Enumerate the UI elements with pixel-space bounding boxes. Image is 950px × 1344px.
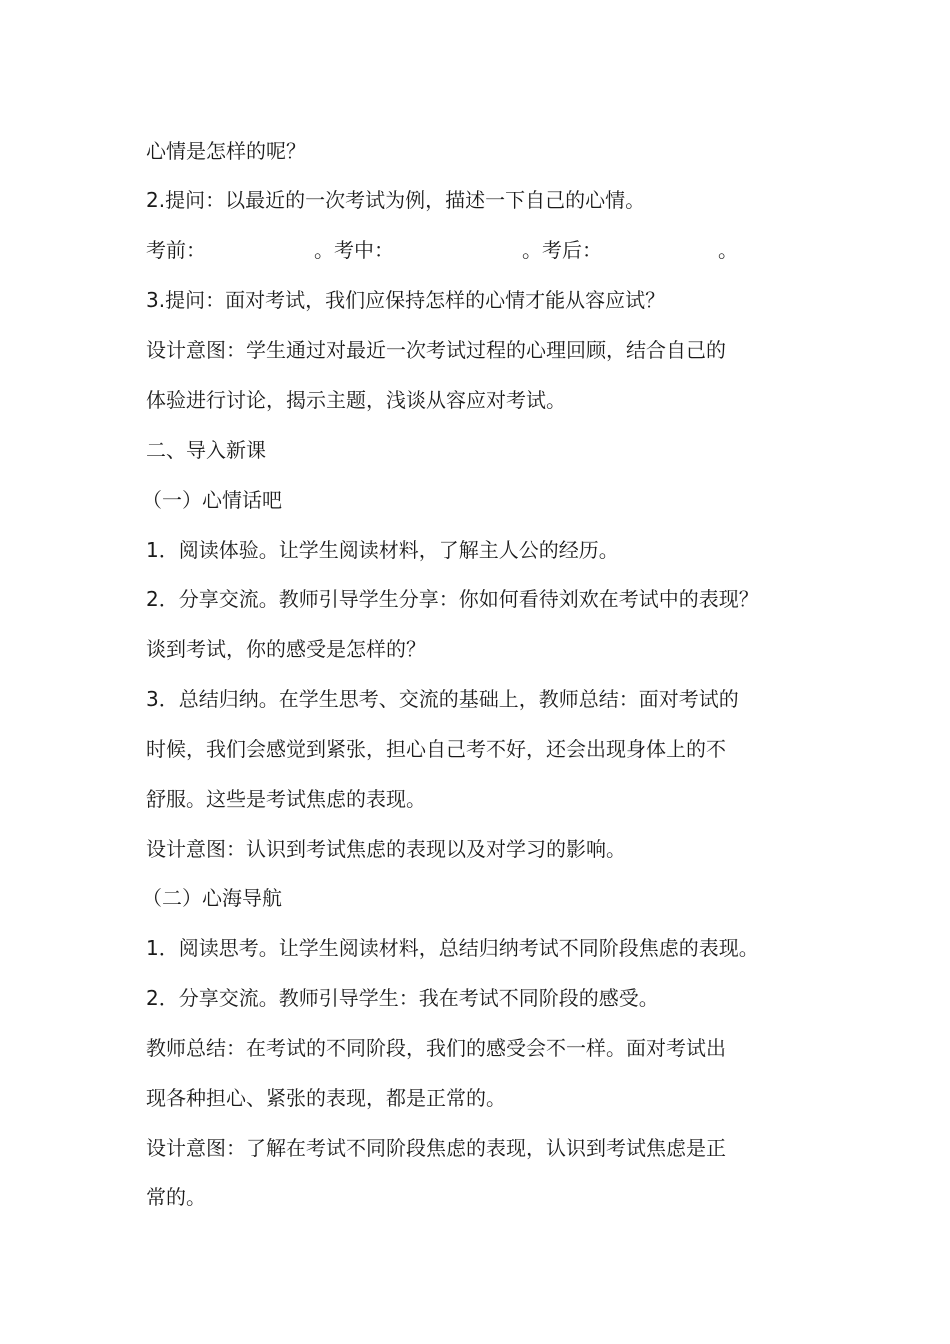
paragraph-line: 2.提问：以最近的一次考试为例，描述一下自己的心情。 xyxy=(146,188,646,212)
paragraph-line: 3.提问：面对考试，我们应保持怎样的心情才能从容应试？ xyxy=(146,288,666,312)
paragraph-line: 体验进行讨论，揭示主题，浅谈从容应对考试。 xyxy=(146,388,566,412)
paragraph-line: 谈到考试，你的感受是怎样的？ xyxy=(146,637,426,661)
section-heading: 二、导入新课 xyxy=(146,438,266,462)
paragraph-line: 心情是怎样的呢？ xyxy=(146,139,306,163)
during-label: 。考中： xyxy=(314,238,394,262)
paragraph-line: 常的。 xyxy=(146,1185,206,1209)
subsection-heading: （二）心海导航 xyxy=(142,886,282,910)
paragraph-line: 时候，我们会感觉到紧张，担心自己考不好，还会出现身体上的不 xyxy=(146,737,726,761)
exam-mood-fill-line xyxy=(146,236,738,264)
paragraph-line: 设计意图：了解在考试不同阶段焦虑的表现，认识到考试焦虑是正 xyxy=(146,1136,726,1160)
paragraph-line: 2．分享交流。教师引导学生分享：你如何看待刘欢在考试中的表现？ xyxy=(146,587,759,611)
paragraph-line: 现各种担心、紧张的表现，都是正常的。 xyxy=(146,1086,506,1110)
end-mark: 。 xyxy=(718,238,738,262)
subsection-heading: （一）心情话吧 xyxy=(142,488,282,512)
before-label: 考前： xyxy=(146,238,206,262)
paragraph-line: 舒服。这些是考试焦虑的表现。 xyxy=(146,787,426,811)
paragraph-line: 设计意图：认识到考试焦虑的表现以及对学习的影响。 xyxy=(146,837,626,861)
after-label: 。考后： xyxy=(522,238,602,262)
paragraph-line: 设计意图：学生通过对最近一次考试过程的心理回顾，结合自己的 xyxy=(146,338,726,362)
paragraph-line: 3．总结归纳。在学生思考、交流的基础上，教师总结：面对考试的 xyxy=(146,687,739,711)
paragraph-line: 1．阅读体验。让学生阅读材料，了解主人公的经历。 xyxy=(146,538,619,562)
paragraph-line: 教师总结：在考试的不同阶段，我们的感受会不一样。面对考试出 xyxy=(146,1036,726,1060)
paragraph-line: 2．分享交流。教师引导学生：我在考试不同阶段的感受。 xyxy=(146,986,659,1010)
paragraph-line: 1．阅读思考。让学生阅读材料，总结归纳考试不同阶段焦虑的表现。 xyxy=(146,936,759,960)
